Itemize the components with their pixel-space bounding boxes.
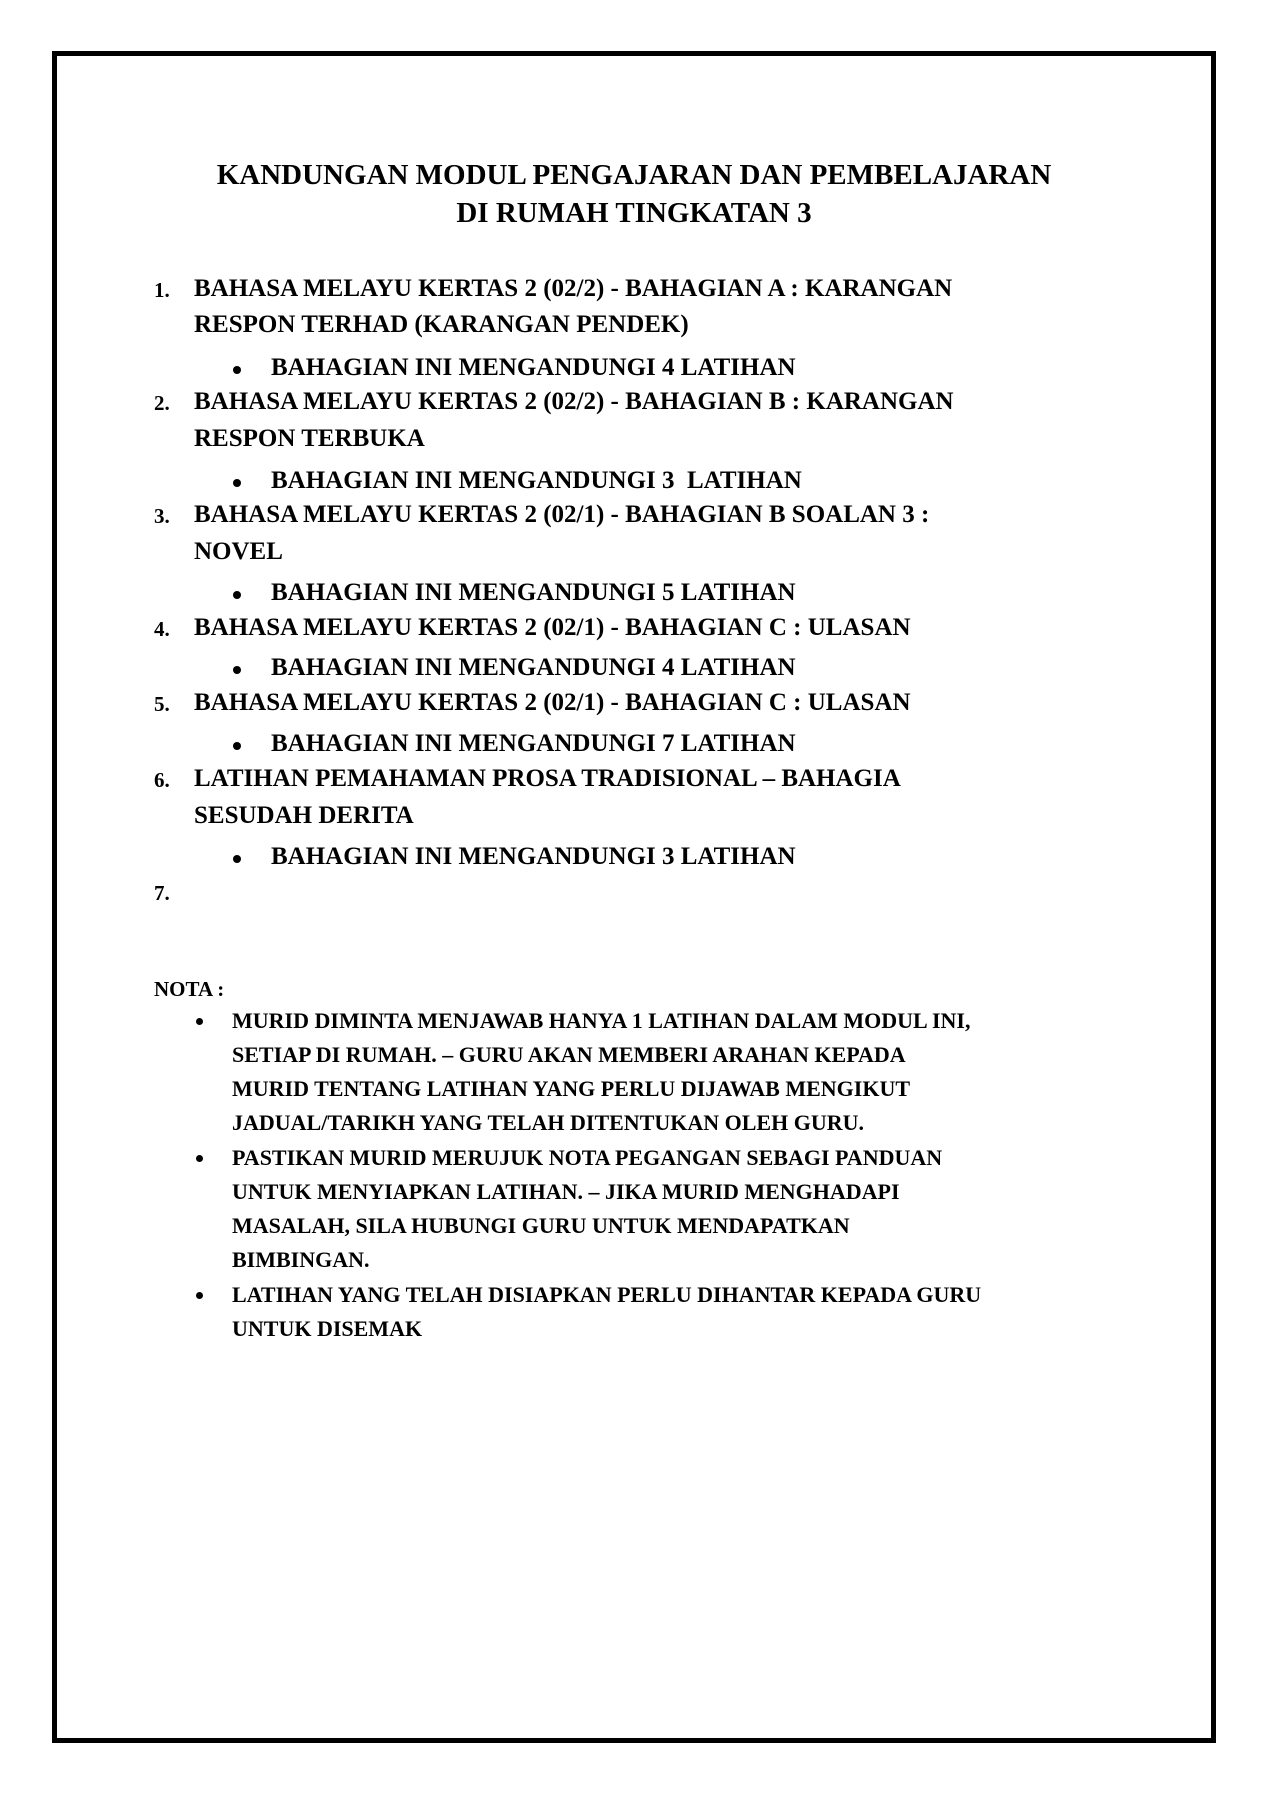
bullet-icon — [233, 666, 241, 674]
document-title-line-2: DI RUMAH TINGKATAN 3 — [456, 197, 812, 229]
bullet-icon — [196, 1292, 203, 1299]
nota-text-line: UNTUK DISEMAK — [232, 1316, 423, 1341]
item-text-line: BAHASA MELAYU KERTAS 2 (02/2) - BAHAGIAN B : KARANGAN — [194, 388, 954, 415]
item-text-line: BAHASA MELAYU KERTAS 2 (02/1) - BAHAGIAN C : ULASAN — [194, 689, 911, 716]
bullet-icon — [233, 366, 241, 374]
bullet-icon — [233, 479, 241, 487]
nota-text-line: JADUAL/TARIKH YANG TELAH DITENTUKAN OLEH GURU. — [232, 1110, 864, 1135]
nota-text-line: LATIHAN YANG TELAH DISIAPKAN PERLU DIHANTAR KEPADA GURU — [232, 1282, 982, 1307]
item-bullet-text: BAHAGIAN INI MENGANDUNGI 4 LATIHAN — [271, 354, 796, 381]
nota-text-line: SETIAP DI RUMAH. – GURU AKAN MEMBERI ARAHAN KEPADA — [232, 1042, 906, 1067]
item-number: 7. — [154, 881, 170, 905]
item-text-line: RESPON TERHAD (KARANGAN PENDEK) — [194, 311, 689, 338]
item-text-line: BAHASA MELAYU KERTAS 2 (02/2) - BAHAGIAN A : KARANGAN — [194, 275, 953, 302]
item-number: 3. — [154, 504, 170, 528]
item-text-line: NOVEL — [194, 538, 283, 565]
nota-text-line: BIMBINGAN. — [232, 1247, 370, 1272]
nota-text-line: MURID TENTANG LATIHAN YANG PERLU DIJAWAB MENGIKUT — [232, 1076, 911, 1101]
item-number: 4. — [154, 617, 170, 641]
item-number: 2. — [154, 391, 170, 415]
item-text-line: RESPON TERBUKA — [194, 425, 425, 452]
nota-text-line: UNTUK MENYIAPKAN LATIHAN. – JIKA MURID MENGHADAPI — [232, 1179, 900, 1204]
item-number: 5. — [154, 692, 170, 716]
item-bullet-text: BAHAGIAN INI MENGANDUNGI 7 LATIHAN — [271, 730, 796, 757]
nota-label: NOTA : — [154, 977, 225, 1001]
nota-text-line: MASALAH, SILA HUBUNGI GURU UNTUK MENDAPATKAN — [232, 1213, 850, 1238]
nota-text-line: PASTIKAN MURID MERUJUK NOTA PEGANGAN SEBAGI PANDUAN — [232, 1145, 943, 1170]
bullet-icon — [233, 855, 241, 863]
item-number: 1. — [154, 278, 170, 302]
item-bullet-text: BAHAGIAN INI MENGANDUNGI 4 LATIHAN — [271, 654, 796, 681]
bullet-icon — [196, 1155, 203, 1162]
item-bullet-text: BAHAGIAN INI MENGANDUNGI 3 LATIHAN — [271, 467, 802, 494]
item-text-line: BAHASA MELAYU KERTAS 2 (02/1) - BAHAGIAN B SOALAN 3 : — [194, 501, 930, 528]
item-number: 6. — [154, 768, 170, 792]
nota-text-line: MURID DIMINTA MENJAWAB HANYA 1 LATIHAN DALAM MODUL INI, — [232, 1008, 971, 1033]
bullet-icon — [233, 591, 241, 599]
item-text-line: LATIHAN PEMAHAMAN PROSA TRADISIONAL – BAHAGIA — [194, 765, 901, 792]
bullet-icon — [233, 742, 241, 750]
document-title-line-1: KANDUNGAN MODUL PENGAJARAN DAN PEMBELAJARAN — [216, 159, 1052, 191]
item-text-line: BAHASA MELAYU KERTAS 2 (02/1) - BAHAGIAN C : ULASAN — [194, 614, 911, 641]
item-text-line: SESUDAH DERITA — [194, 802, 414, 829]
item-bullet-text: BAHAGIAN INI MENGANDUNGI 5 LATIHAN — [271, 579, 796, 606]
item-bullet-text: BAHAGIAN INI MENGANDUNGI 3 LATIHAN — [271, 843, 796, 870]
bullet-icon — [196, 1018, 203, 1025]
